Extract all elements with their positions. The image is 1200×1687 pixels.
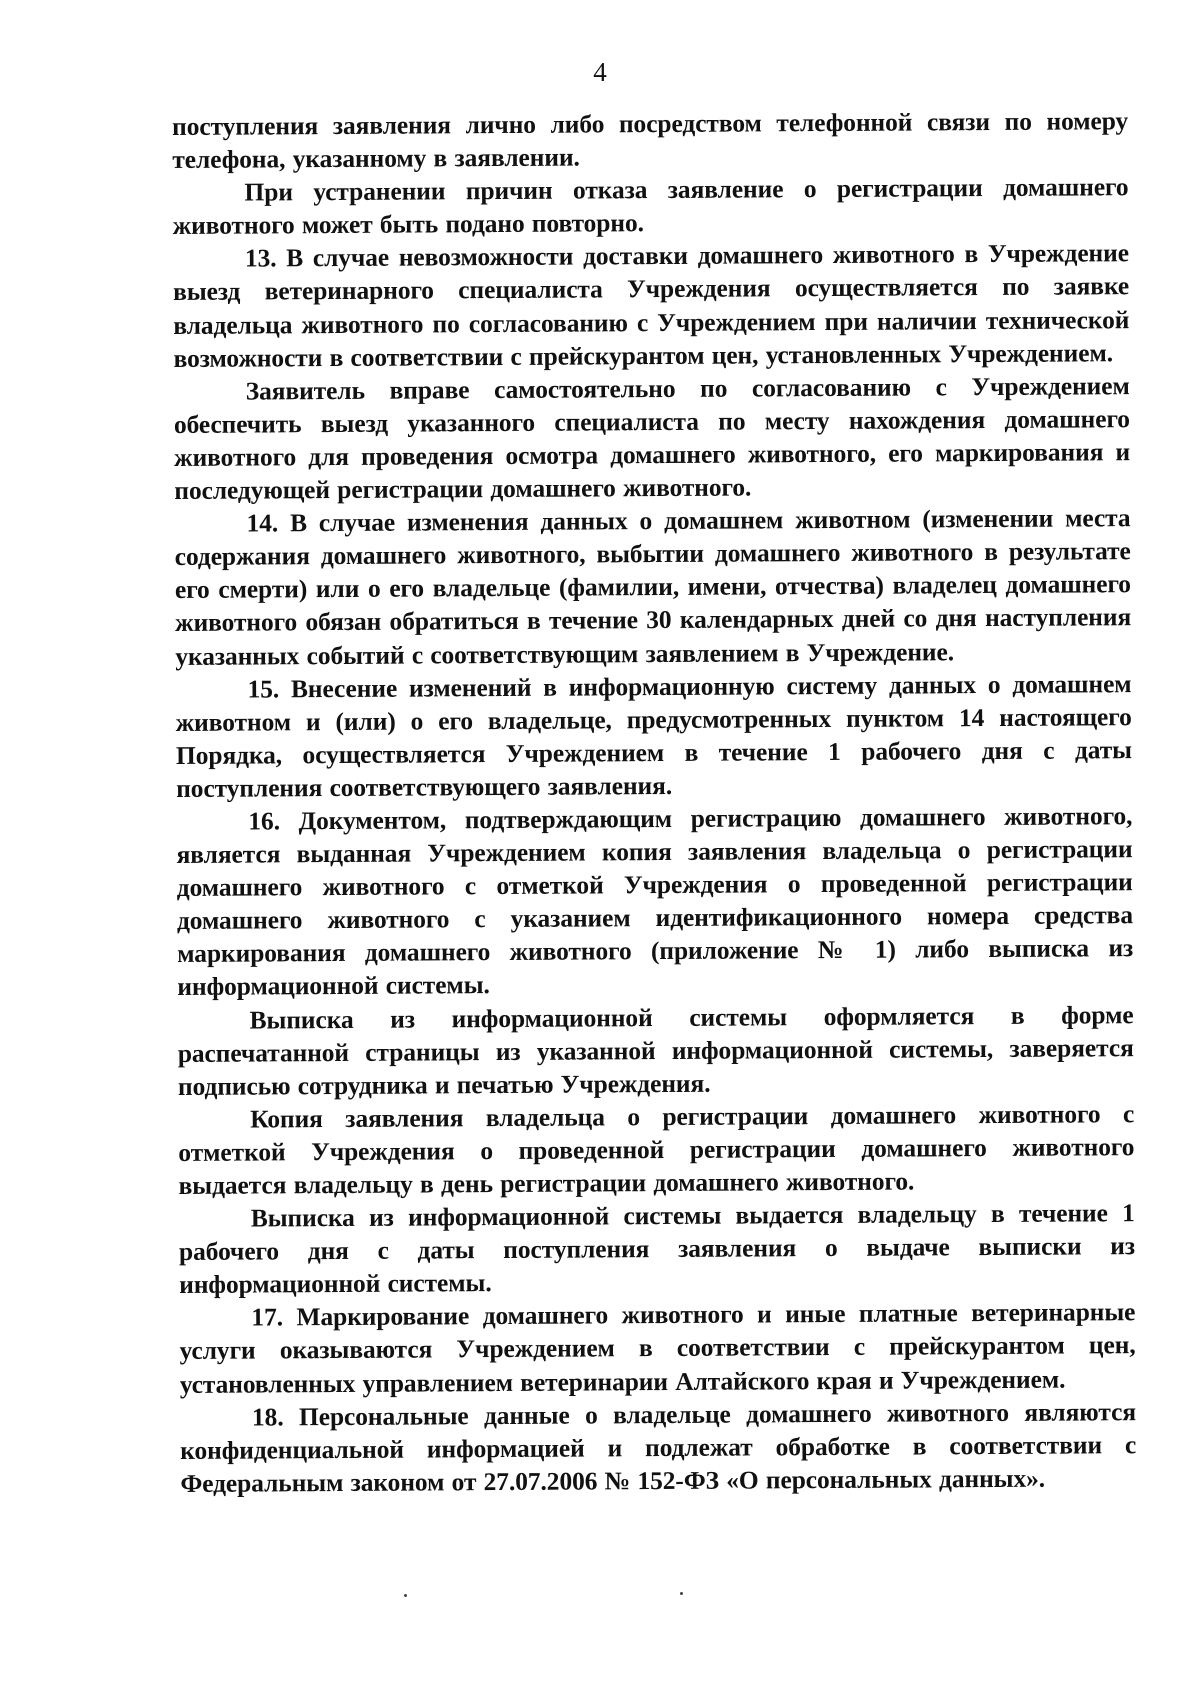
- paragraph-clause-16-extract-issue: Выписка из информационной системы выдается владельцу в течение 1 рабочего дня с даты поступления заявления о выдаче выписки из информационной системы.: [178, 1198, 1136, 1300]
- paragraph-clause-17: 17. Маркирование домашнего животного и иные платные ветеринарные услуги оказываются Учреждением в соответствии с прейскурантом цен, установленных управлением ветеринарии Алтайского края и Учреждением.: [179, 1297, 1136, 1399]
- scan-speck: [680, 1592, 683, 1595]
- paragraph-clause-14: 14. В случае изменения данных о домашнем животном (изменении места содержания домашнего животного, выбытии домашнего животного в результате его смерти) или о его владельце (фамилии, имени, отчества) владелец домашнего животного обязан обратиться в течение 30 календарных дней со дня наступления указанных событий с соответствующим заявлением в Учреждение.: [174, 503, 1132, 671]
- paragraph-clause-13-applicant: Заявитель вправе самостоятельно по согласованию с Учреждением обеспечить выезд указанного специалиста по месту нахождения домашнего животного для проведения осмотра домашнего животного, его маркирования и последующей регистрации домашнего животного.: [173, 370, 1131, 506]
- paragraph-clause-16: 16. Документом, подтверждающим регистрацию домашнего животного, является выданная Учреждением копия заявления владельца о регистрации домашнего животного с отметкой Учреждения о проведенной регистрации домашнего животного с указанием идентификационного номера средства маркирования домашнего животного (приложение № 1) либо выписка из информационной системы.: [176, 801, 1134, 1002]
- paragraph-clause-16-extract-form: Выписка из информационной системы оформляется в форме распечатанной страницы из указанной информационной системы, заверяется подписью сотрудника и печатью Учреждения.: [177, 999, 1134, 1101]
- page-number: 4: [593, 57, 607, 87]
- scan-speck: [404, 1594, 407, 1597]
- paragraph-refusal-reapply: При устранении причин отказа заявление о регистрации домашнего животного может быть подано повторно.: [172, 172, 1129, 241]
- document-body: [172, 104, 1136, 1500]
- paragraph-clause-16-copy-issue: Копия заявления владельца о регистрации домашнего животного с отметкой Учреждения о проведенной регистрации домашнего животного выдается владельцу в день регистрации домашнего животного.: [178, 1098, 1135, 1200]
- paragraph-continuation: поступления заявления лично либо посредством телефонной связи по номеру телефона, указанному в заявлении.: [172, 106, 1129, 175]
- paragraph-clause-18: 18. Персональные данные о владельце домашнего животного являются конфиденциальной информацией и подлежат обработке в соответствии с Федеральным законом от 27.07.2006 № 152-ФЗ «О персональных данных».: [180, 1396, 1137, 1498]
- paragraph-clause-13: 13. В случае невозможности доставки домашнего животного в Учреждение выезд ветеринарного специалиста Учреждения осуществляется по заявке владельца животного по согласованию с Учреждением при наличии технической возможности в соответствии с прейскурантом цен, установленных Учреждением.: [173, 238, 1130, 373]
- paragraph-clause-15: 15. Внесение изменений в информационную систему данных о домашнем животном и (или) о его владельце, предусмотренных пунктом 14 настоящего Порядка, осуществляется Учреждением в течение 1 рабочего дня с даты поступления соответствующего заявления.: [175, 668, 1133, 803]
